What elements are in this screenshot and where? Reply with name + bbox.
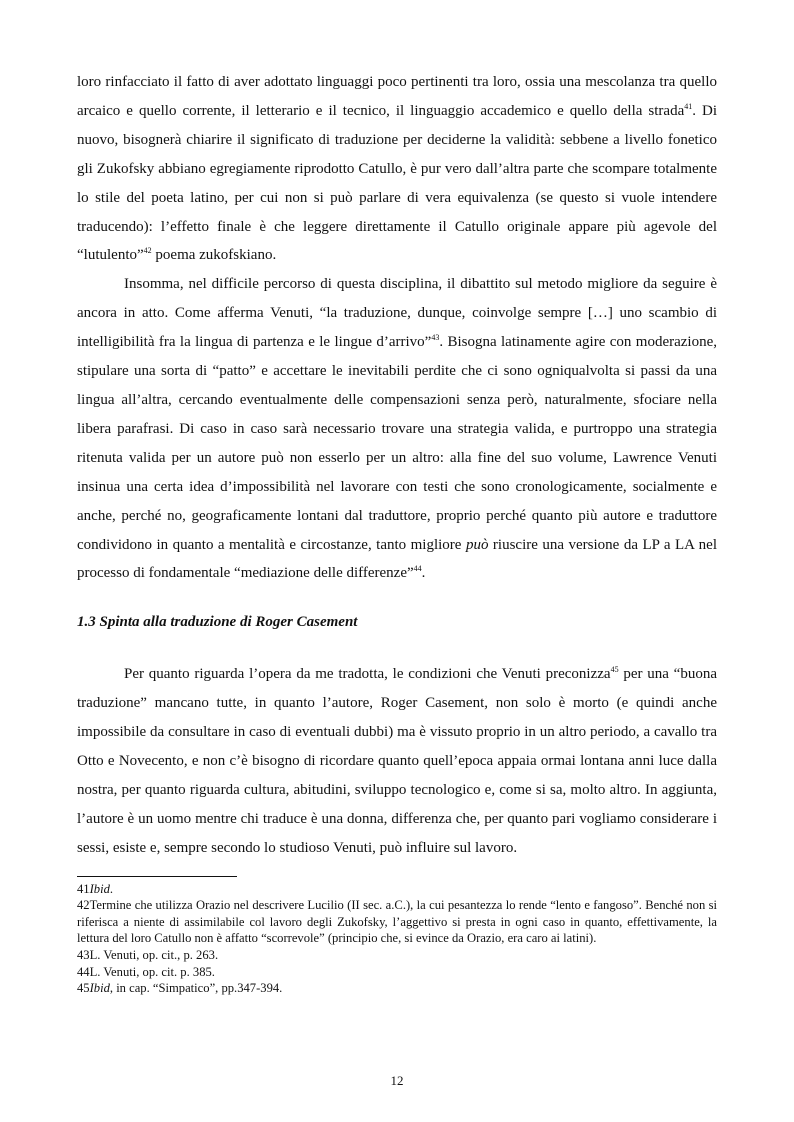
footnote-41 [77,881,717,898]
footnote-separator [77,876,237,877]
text-run: Per quanto riguarda l’opera da me tradotta, le condizioni che Venuti preconizza [124,666,611,683]
paragraph-2 [77,270,717,588]
text-run: , in cap. “Simpatico”, pp.347-394. [109,981,283,996]
text-run: 42Termine che utilizza Orazio nel descrivere Lucilio (II sec. a.C.), la cui pesantezza lo rende “lento e fangoso”. Benché non si riferisca a niente di assimilabile col lavoro degli Zukofsky, l’aggettivo si presta in ogni caso in quanto, effettivamente, la lettura del loro Catullo non è affatto “scorrevole” (principio che, si evince da Orazio, era caro ai latini). [77,898,717,946]
footnote-ref: 45 [610,665,619,675]
footnote-43 [77,947,717,964]
text-run: . Bisogna latinamente agire con moderazione, stipulare una sorta di “patto” e accettare le inevitabili perdite che ci sono ogniqualvolta si passi da una lingua all’altra, cercando eventualmente delle compensazioni senza però, naturalmente, sfociare nella libera parafrasi. Di caso in caso sarà necessario trovare una strategia valida, e purtroppo una strategia ritenuta valida per un autore può non esserlo per un altro: alla fine del suo volume, Lawrence Venuti insinua una certa idea d’impossibilità nel lavorare con testi che sono cronologicamente, socialmente e anche, perché no, geograficamente lontani dal traduttore, proprio perché quanto più autore e traduttore condividono in quanto a mentalità e circostanze, tanto migliore [77,334,717,553]
paragraph-1 [77,68,717,270]
footnote-42 [77,897,717,947]
text-run: 43L. Venuti, op. cit., p. 263. [77,948,219,963]
text-run: . [109,881,114,896]
italic-text: Ibid [89,881,110,896]
footnote-ref: 41 [684,101,693,111]
page-body [77,68,717,997]
text-run: riuscire una versione da LP a LA nel processo di fondamentale “mediazione delle differenze” [77,536,717,582]
footnote-44 [77,964,717,981]
text-run: per una “buona traduzione” mancano tutte, in quanto l’autore, Roger Casement, non solo è morto (e quindi anche impossibile da consultare in caso di eventuali dubbi) ma è vissuto proprio in un altro periodo, a cavallo tra Otto e Novecento, e non c’è bisogno di ricordare quanto quell’epoca appaia ormai lontana anni luce dalla nostra, per quanto riguarda cultura, abitudini, sviluppo tecnologico e, come si sa, molto altro. In aggiunta, l’autore è un uomo mentre chi traduce è una donna, differenza che, per quanto pari vogliamo considerare i sessi, esiste e, sempre secondo lo studioso Venuti, può influire sul lavoro. [77,666,717,856]
text-run: 45 [77,981,90,996]
paragraph-3 [77,660,717,862]
text-run: 41 [77,881,90,896]
text-run: 44L. Venuti, op. cit. p. 385. [77,964,215,979]
text-run: . [421,565,426,582]
footnote-ref: 43 [431,333,440,343]
page-number: 12 [390,1073,404,1088]
text-run: . Di nuovo, bisognerà chiarire il significato di traduzione per deciderne la validità: sebbene a livello fonetico gli Zukofsky abbiano egregiamente riprodotto Catullo, è pur vero dall’altra parte che scompare totalmente lo stile del poeta latino, per cui non si può parlare di vera equivalenza (se questo si vuole intendere traducendo): l’effetto finale è che leggere direttamente il Catullo originale appare più agevole del “lutulento” [77,102,717,264]
text-run: loro rinfacciato il fatto di aver adottato linguaggi poco pertinenti tra loro, ossia una mescolanza tra quello arcaico e quello corrente, il letterario e il tecnico, il linguaggio accademico e quello della strada [77,74,717,119]
section-heading: 1.3 Spinta alla traduzione di Roger Casement [77,614,358,631]
footnote-ref: 42 [143,246,152,256]
italic-text: Ibid [89,981,110,996]
text-run: Insomma, nel difficile percorso di questa disciplina, il dibattito sul metodo migliore da seguire è ancora in atto. Come afferma Venuti, “la traduzione, dunque, coinvolge sempre […] uno scambio di intelligibilità fra la lingua di partenza e le lingue d’arrivo” [77,276,717,351]
text-run: poema zukofskiano. [151,247,277,264]
italic-text: può [465,536,489,553]
footnote-ref: 44 [413,564,422,574]
footnote-45 [77,980,717,997]
footnotes [77,881,717,997]
